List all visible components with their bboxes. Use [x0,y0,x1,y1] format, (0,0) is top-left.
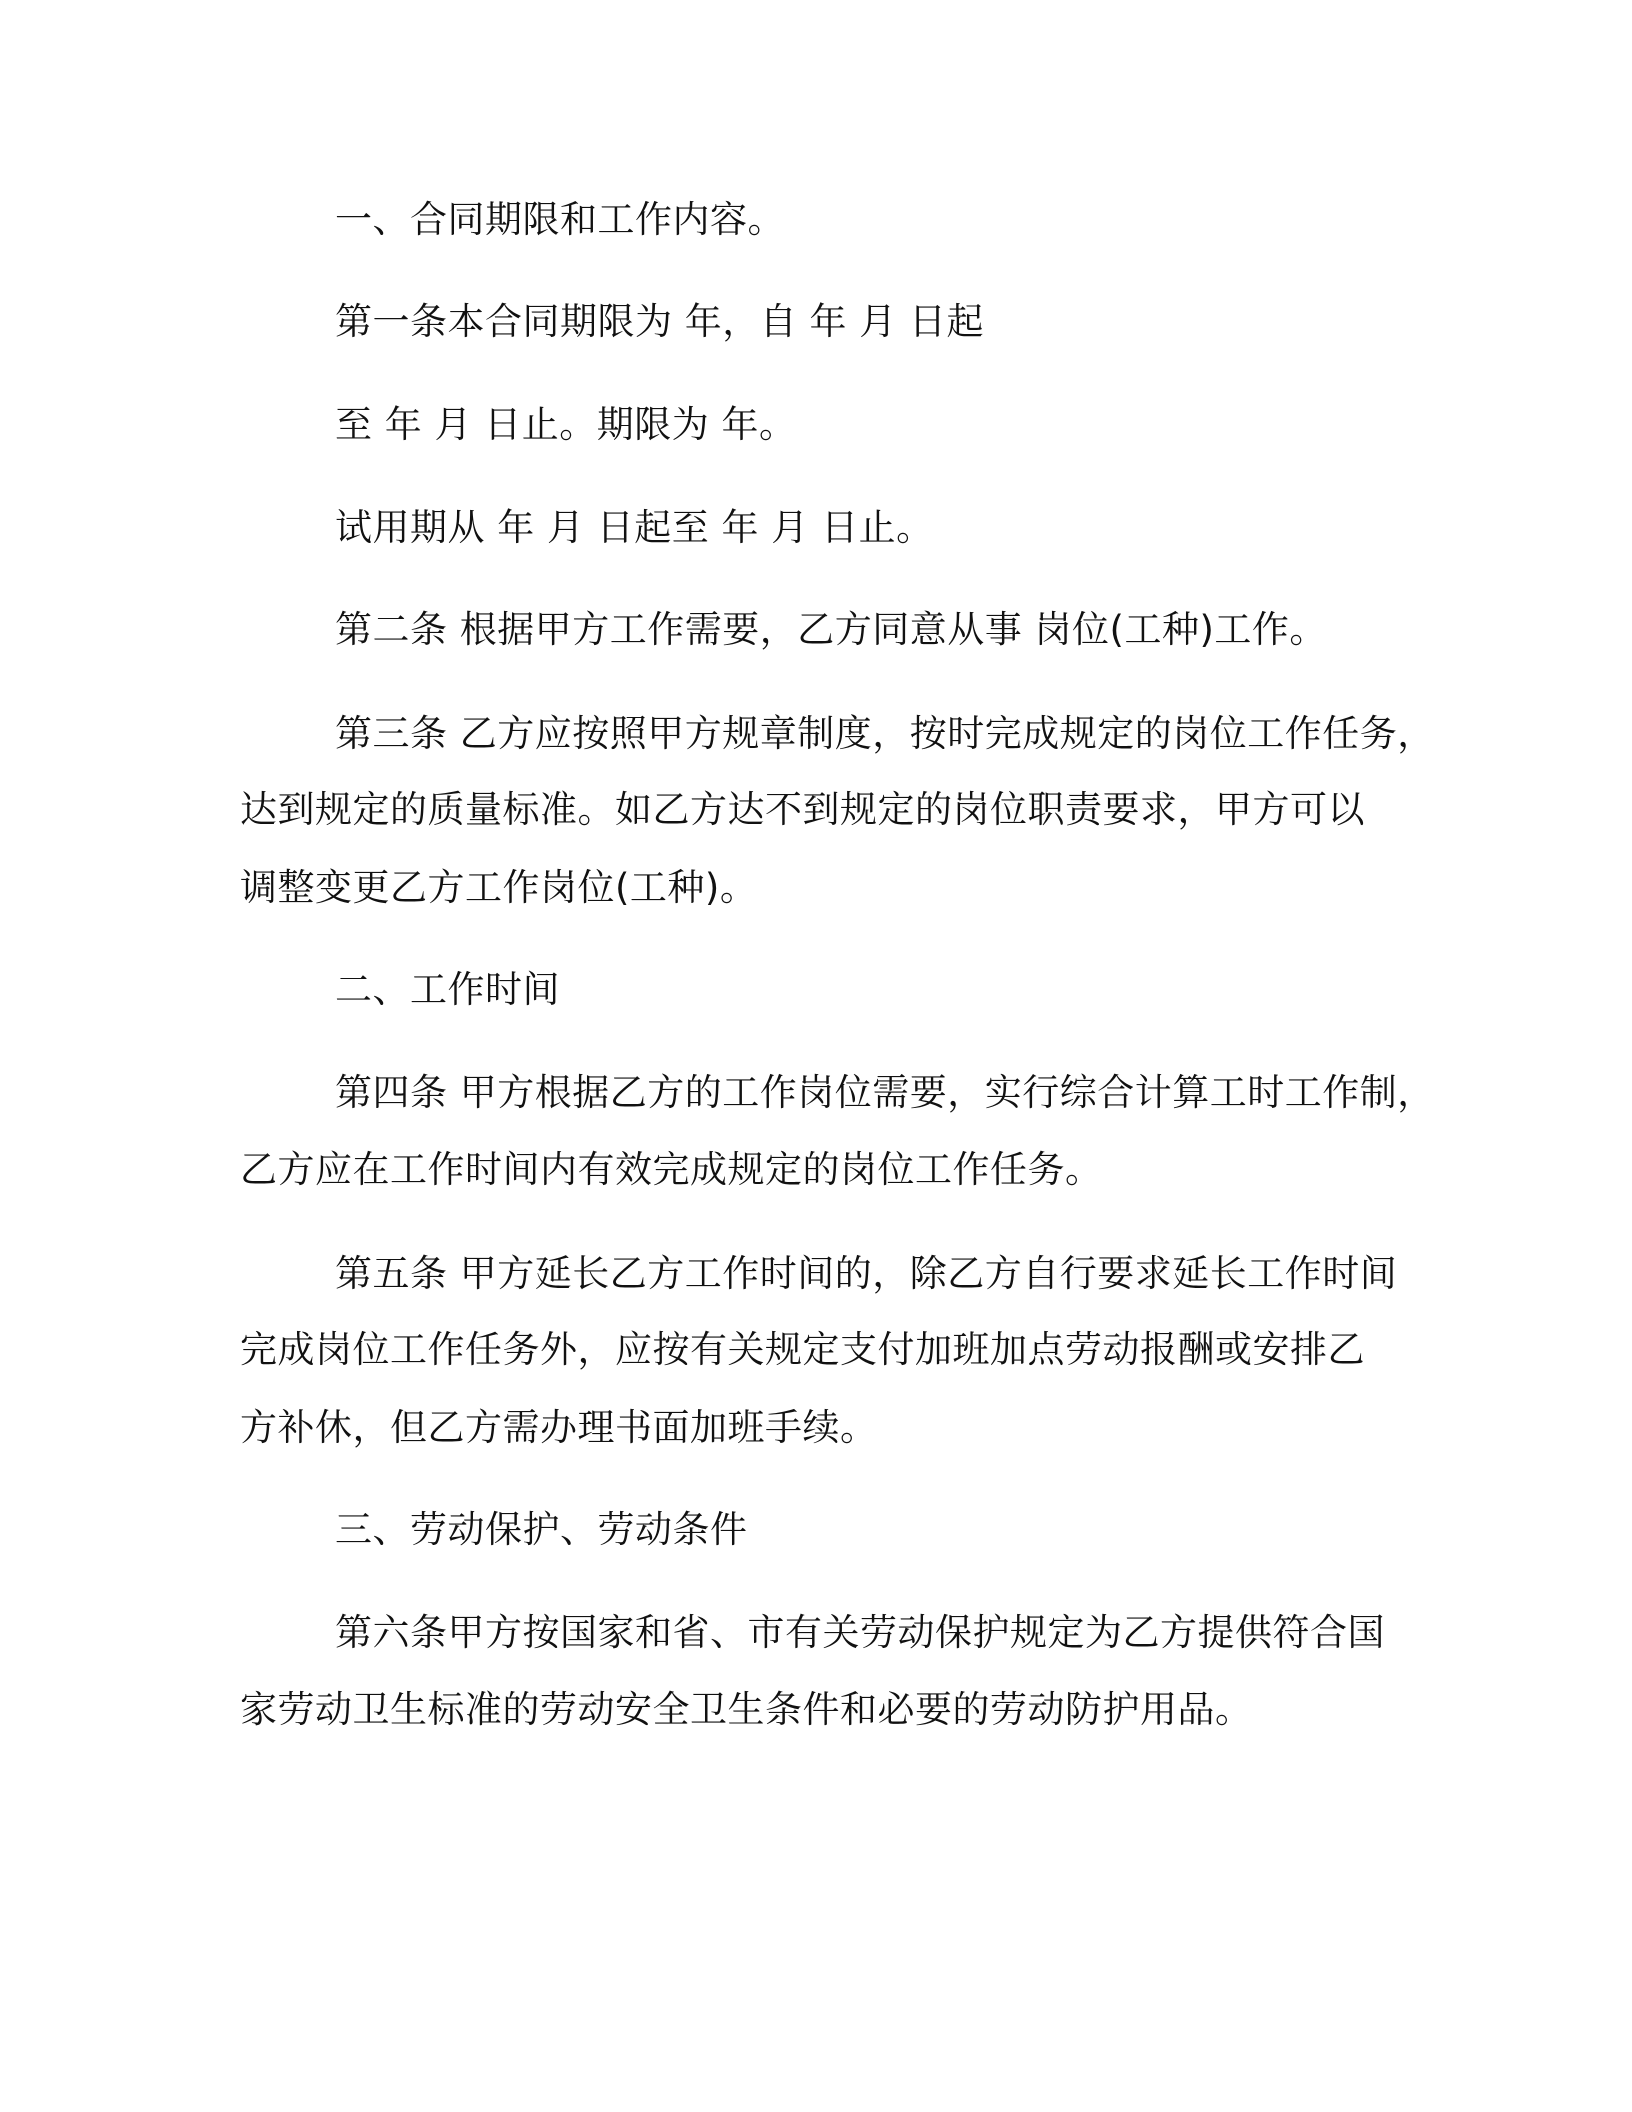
article-6-line-2: 家劳动卫生标准的劳动安全卫生条件和必要的劳动防护用品。 [240,1688,1253,1731]
article-6-line-1: 第六条甲方按国家和省、市有关劳动保护规定为乙方提供符合国 [335,1611,1385,1654]
article-3-line-3: 调整变更乙方工作岗位(工种)。 [240,866,758,909]
article-3-line-1: 第三条 乙方应按照甲方规章制度，按时完成规定的岗位工作任务， [335,712,1435,755]
article-4-line-2: 乙方应在工作时间内有效完成规定的岗位工作任务。 [240,1148,1103,1191]
article-5-line-3: 方补休，但乙方需办理书面加班手续。 [240,1406,878,1449]
article-4-line-1: 第四条 甲方根据乙方的工作岗位需要，实行综合计算工时工作制， [335,1071,1435,1114]
section-heading-3: 三、劳动保护、劳动条件 [335,1508,748,1551]
article-1-line-3: 试用期从 年 月 日起至 年 月 日止。 [335,506,934,549]
article-1-line-2: 至 年 月 日止。期限为 年。 [335,403,797,446]
article-5-line-2: 完成岗位工作任务外，应按有关规定支付加班加点劳动报酬或安排乙 [240,1328,1365,1371]
section-heading-2: 二、工作时间 [335,968,560,1011]
article-2: 第二条 根据甲方工作需要，乙方同意从事 岗位(工种)工作。 [335,608,1327,651]
article-5-line-1: 第五条 甲方延长乙方工作时间的，除乙方自行要求延长工作时间 [335,1252,1398,1295]
article-3-line-2: 达到规定的质量标准。如乙方达不到规定的岗位职责要求，甲方可以 [240,788,1365,831]
section-heading-1: 一、合同期限和工作内容。 [335,198,785,241]
article-1-line-1: 第一条本合同期限为 年，自 年 月 日起 [335,300,985,343]
